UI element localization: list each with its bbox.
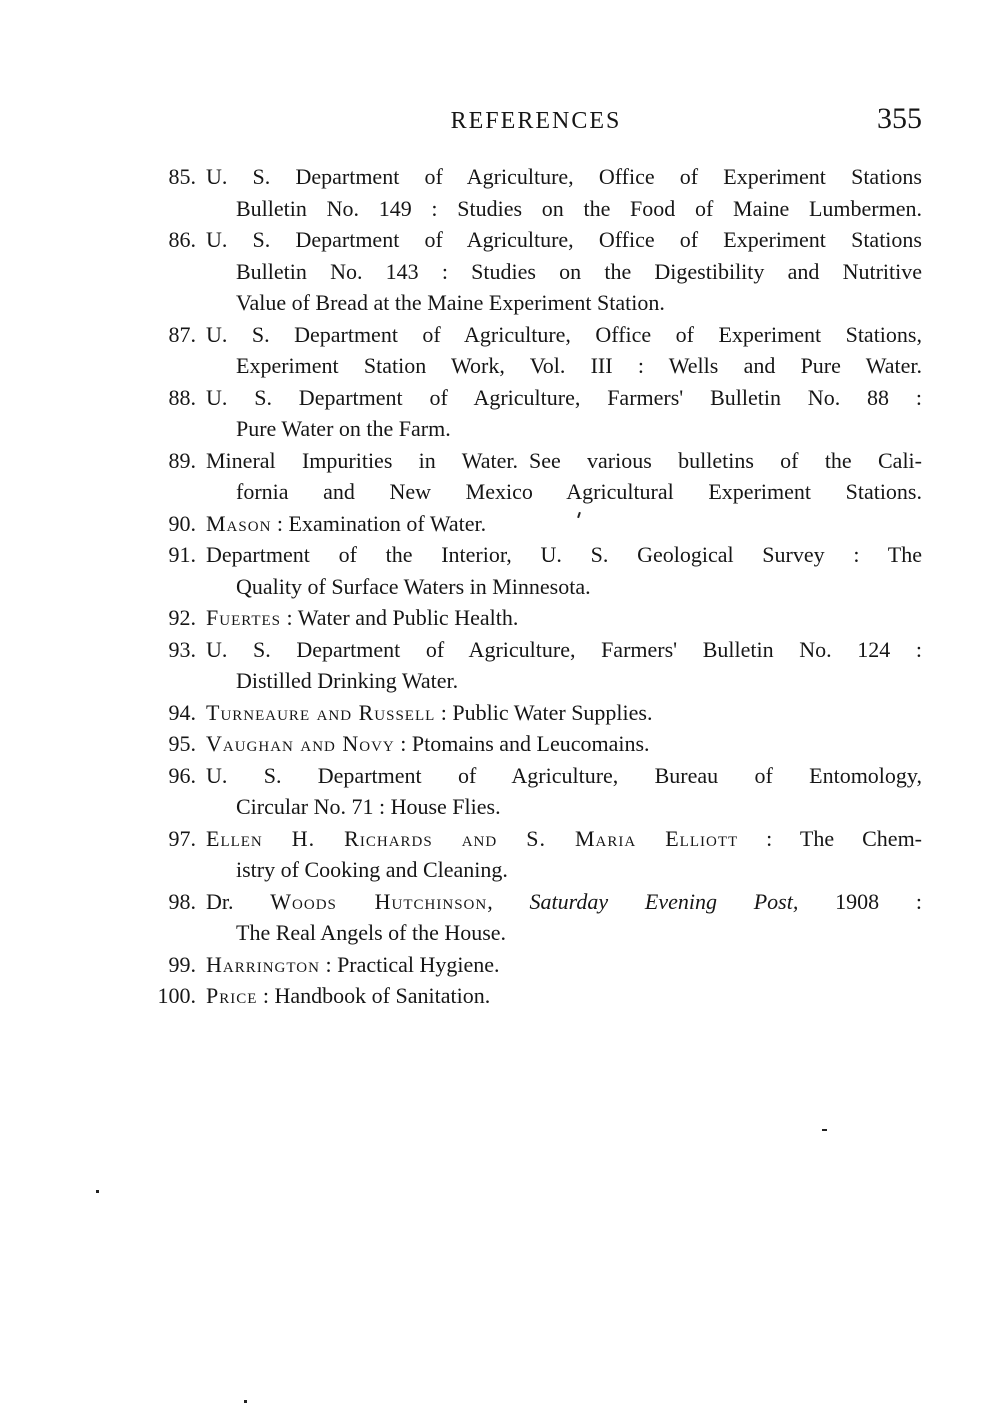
reference-line: [206, 949, 922, 981]
reference-text: [206, 760, 922, 823]
reference-number: 93.: [168, 636, 196, 662]
reference-number: 87.: [168, 321, 196, 347]
reference-text-segment: Distilled Drinking Water.: [236, 668, 459, 693]
reference-number: 97.: [168, 825, 196, 851]
reference-text-segment: : Examination of Water.: [271, 510, 487, 536]
reference-text-segment: istry of Cooking and Cleaning.: [236, 857, 508, 882]
reference-number: 91.: [168, 542, 196, 567]
reference-item: [150, 508, 922, 540]
reference-text-segment: Bulletin No. 149 : Studies on the Food of Maine Lumbermen.: [236, 195, 922, 221]
reference-number: 95.: [168, 731, 196, 756]
author-name: Mason: [206, 510, 272, 536]
reference-line: [206, 602, 922, 634]
reference-line: [206, 697, 922, 729]
reference-number: 86.: [168, 227, 196, 252]
reference-item: [150, 382, 922, 445]
reference-line: [206, 728, 922, 760]
author-name: Vaughan and Novy: [206, 731, 395, 756]
reference-text-segment: fornia and New Mexico Agricultural Experiment Stations.: [236, 479, 922, 504]
page-content: [150, 100, 923, 1008]
reference-text-segment: : Practical Hygiene.: [319, 951, 500, 977]
author-name: Ellen H. Richards and S. Maria Elliott: [206, 825, 739, 851]
reference-text: [206, 382, 922, 445]
reference-text-segment: : The Chem-: [738, 825, 923, 851]
reference-item: [150, 949, 922, 981]
reference-text-segment: ,: [487, 888, 530, 914]
reference-text: [206, 319, 922, 382]
reference-item: [150, 224, 922, 319]
reference-text-segment: Bulletin No. 143 : Studies on the Digestibility and Nutritive: [236, 258, 922, 284]
scan-speck: [244, 1400, 247, 1403]
reference-line: [206, 224, 922, 256]
reference-text-segment: U. S. Department of Agriculture, Bureau of Entomology,: [206, 762, 922, 788]
reference-text: [206, 728, 922, 760]
reference-text: [206, 980, 922, 1012]
reference-text: [206, 161, 922, 224]
reference-text: [206, 224, 922, 319]
reference-text-segment: 1908 :: [798, 888, 923, 914]
reference-number: 89.: [168, 447, 196, 473]
reference-item: [150, 634, 922, 697]
reference-text-segment: U. S. Department of Agriculture, Office of Experiment Stations: [206, 164, 922, 189]
reference-text-segment: Quality of Surface Waters in Minnesota.: [236, 573, 591, 599]
reference-line: [206, 445, 922, 477]
reference-line: [206, 161, 922, 193]
reference-text-segment: : Handbook of Sanitation.: [257, 983, 491, 1008]
reference-line: [206, 413, 922, 445]
reference-item: [150, 319, 922, 382]
reference-line: [206, 854, 922, 886]
reference-line: [206, 350, 922, 382]
author-name: Harrington: [206, 951, 320, 977]
author-name: Turneaure and Russell: [206, 699, 436, 725]
reference-text-segment: Dr.: [206, 888, 271, 914]
reference-item: [150, 886, 922, 949]
reference-text-segment: U. S. Department of Agriculture, Office of Experiment Stations,: [206, 321, 922, 347]
reference-text-segment: Circular No. 71 : House Flies.: [236, 794, 501, 819]
reference-item: [150, 445, 922, 508]
reference-text-segment: : Water and Public Health.: [281, 605, 519, 630]
reference-number: 92.: [168, 605, 196, 630]
scan-speck: [822, 1129, 827, 1131]
author-name: Woods Hutchinson: [270, 888, 488, 914]
page-number: 355: [877, 102, 922, 135]
reference-line: [206, 886, 922, 918]
reference-line: [206, 665, 922, 697]
reference-line: [206, 760, 922, 792]
reference-text-segment: The Real Angels of the House.: [236, 920, 507, 945]
reference-number: 98.: [168, 888, 196, 914]
reference-text: [206, 697, 922, 729]
reference-text-segment: U. S. Department of Agriculture, Farmers' Bulletin No. 88 :: [206, 384, 922, 410]
reference-text-segment: : Public Water Supplies.: [435, 699, 653, 725]
reference-line: [206, 319, 922, 351]
reference-item: [150, 728, 922, 760]
reference-text-segment: : Ptomains and Leucomains.: [394, 731, 650, 756]
reference-text: [206, 949, 922, 981]
running-title: REFERENCES: [450, 108, 622, 134]
reference-item: [150, 697, 922, 729]
reference-line: [206, 193, 922, 225]
reference-line: [206, 382, 922, 414]
reference-text: [206, 634, 922, 697]
reference-line: [206, 508, 922, 540]
scan-speck: [96, 1190, 99, 1193]
reference-number: 100.: [157, 983, 196, 1008]
reference-line: [206, 476, 922, 508]
references-list: [150, 161, 922, 1012]
reference-text: [206, 602, 922, 634]
reference-line: [206, 539, 922, 571]
reference-text-segment: Experiment Station Work, Vol. III : Wells and Pure Water.: [236, 353, 922, 378]
reference-text: [206, 823, 922, 886]
page-header: [150, 100, 922, 160]
reference-number: 90.: [168, 510, 196, 536]
reference-item: [150, 823, 922, 886]
reference-line: [206, 634, 922, 666]
reference-line: [206, 791, 922, 823]
reference-number: 99.: [168, 951, 196, 977]
reference-item: [150, 760, 922, 823]
reference-line: [206, 256, 922, 288]
reference-item: [150, 602, 922, 634]
reference-number: 96.: [168, 762, 196, 788]
reference-text: [206, 886, 922, 949]
reference-line: [206, 823, 922, 855]
reference-text-segment: Pure Water on the Farm.: [236, 416, 451, 441]
reference-text-segment: U. S. Department of Agriculture, Farmers' Bulletin No. 124 :: [206, 636, 922, 662]
reference-text: [206, 508, 922, 540]
reference-line: [206, 571, 922, 603]
reference-item: [150, 980, 922, 1012]
publication-title: Saturday Evening Post,: [529, 888, 799, 914]
reference-text-segment: Department of the Interior, U. S. Geological Survey : The: [206, 542, 922, 567]
reference-text: [206, 445, 922, 508]
reference-number: 94.: [168, 699, 196, 725]
author-name: Price: [206, 983, 258, 1008]
reference-text-segment: U. S. Department of Agriculture, Office of Experiment Stations: [206, 227, 922, 252]
author-name: Fuertes: [206, 605, 282, 630]
reference-line: [206, 980, 922, 1012]
reference-line: [206, 917, 922, 949]
reference-number: 85.: [168, 164, 196, 189]
reference-item: [150, 161, 922, 224]
reference-item: [150, 539, 922, 602]
reference-line: [206, 287, 922, 319]
reference-text-segment: Mineral Impurities in Water. See various bulletins of the Cali-: [206, 447, 922, 473]
reference-text-segment: Value of Bread at the Maine Experiment Station.: [236, 290, 665, 315]
reference-number: 88.: [168, 384, 196, 410]
reference-text: [206, 539, 922, 602]
